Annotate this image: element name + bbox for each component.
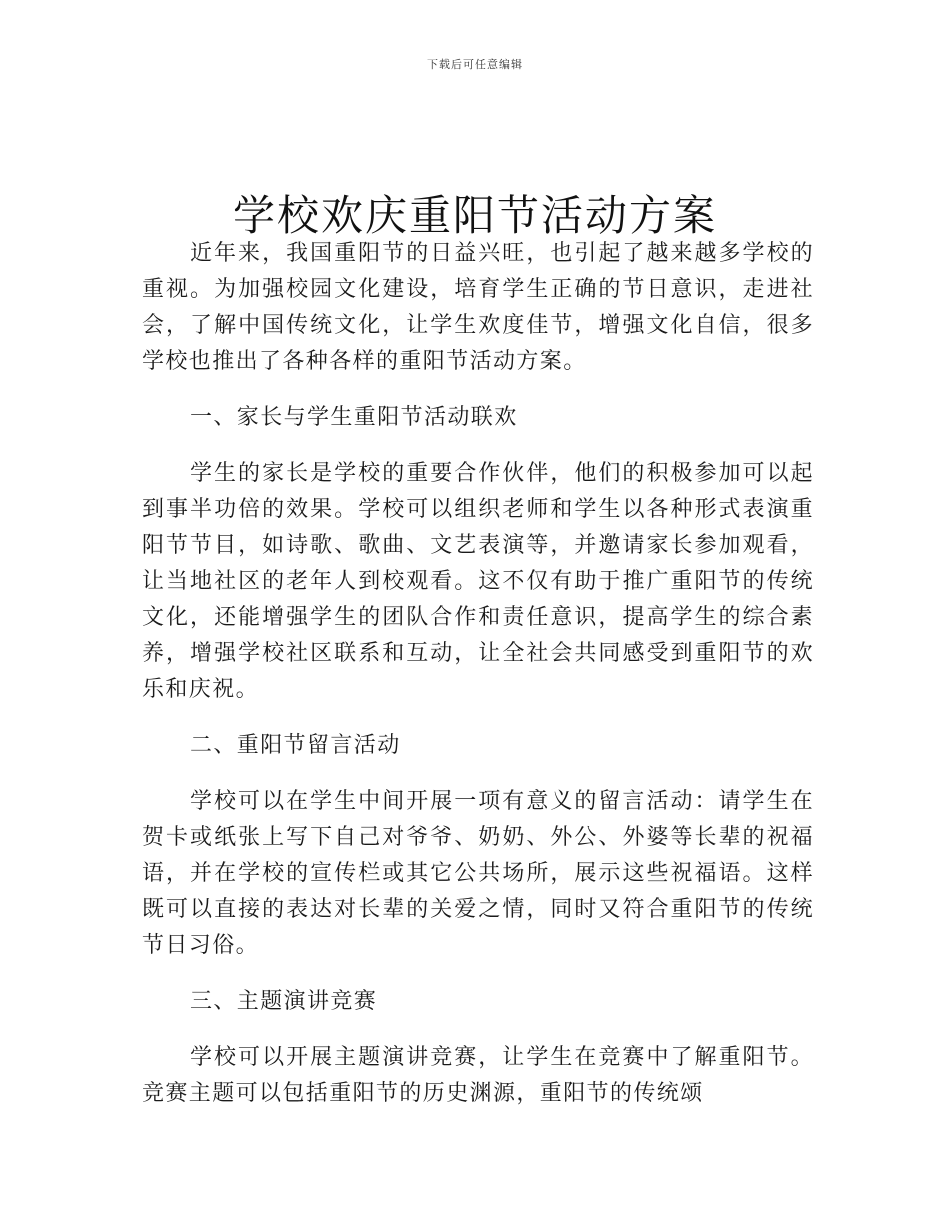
intro-paragraph: 近年来，我国重阳节的日益兴旺，也引起了越来越多学校的重视。为加强校园文化建设，培育学生正确的节日意识，走进社会，了解中国传统文化，让学生欢度佳节，增强文化自信，很多学校也推出了各种各样的重阳节活动方案。	[142, 241, 814, 374]
section-heading-1: 一、家长与学生重阳节活动联欢	[190, 405, 518, 430]
section-paragraph-3: 学校可以开展主题演讲竞赛，让学生在竞赛中了解重阳节。竞赛主题可以包括重阳节的历史渊源，重阳节的传统颂	[142, 1045, 814, 1106]
document-title: 学校欢庆重阳节活动方案	[232, 191, 717, 241]
section-paragraph-1: 学生的家长是学校的重要合作伙伴，他们的积极参加可以起到事半功倍的效果。学校可以组织老师和学生以各种形式表演重阳节节目，如诗歌、歌曲、文艺表演等，并邀请家长参加观看，让当地社区的老年人到校观看。这不仅有助于推广重阳节的传统文化，还能增强学生的团队合作和责任意识，提高学生的综合素养，增强学校社区联系和互动，让全社会共同感受到重阳节的欢乐和庆祝。	[142, 461, 814, 702]
section-paragraph-2: 学校可以在学生中间开展一项有意义的留言活动：请学生在贺卡或纸张上写下自己对爷爷、奶奶、外公、外婆等长辈的祝福语，并在学校的宣传栏或其它公共场所，展示这些祝福语。这样既可以直接的表达对长辈的关爱之情，同时又符合重阳节的传统节日习俗。	[142, 789, 814, 958]
section-heading-3: 三、主题演讲竞赛	[190, 989, 378, 1014]
page-header: 下载后可任意编辑	[427, 58, 523, 71]
section-heading-2: 二、重阳节留言活动	[190, 733, 401, 758]
document-body	[142, 236, 814, 1132]
